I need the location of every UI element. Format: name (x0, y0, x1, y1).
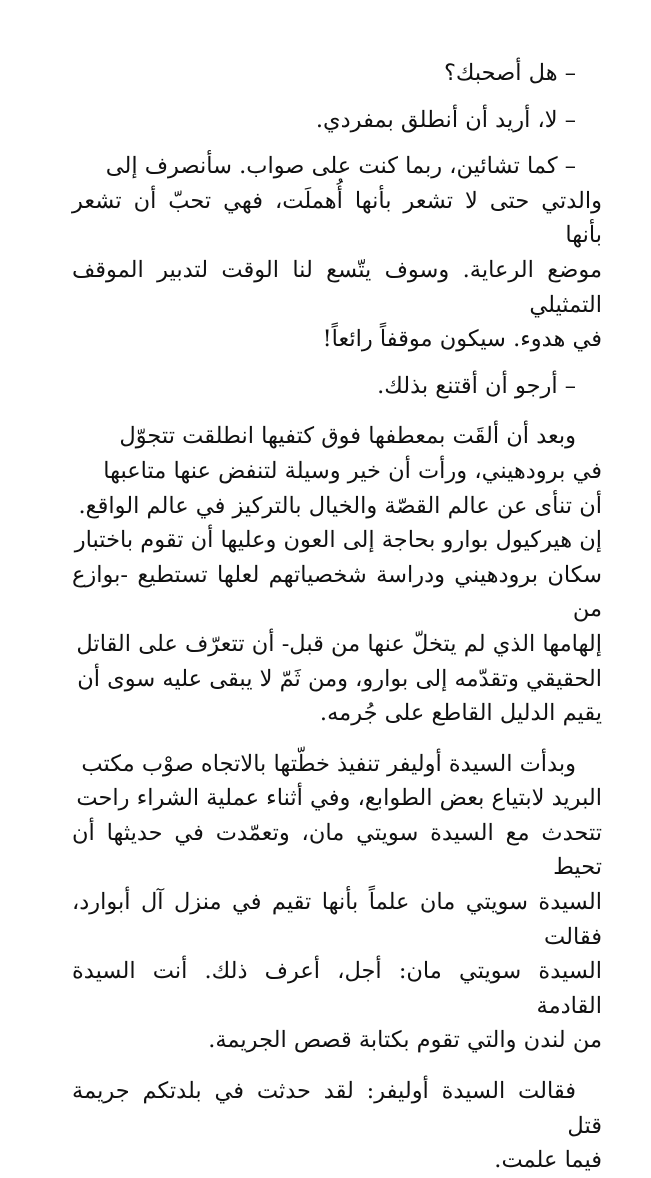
dialogue-line-2: – لا، أريد أن أنطلق بمفردي. (315, 106, 576, 133)
narrative-paragraph-2: وبدأت السيدة أوليفر تنفيذ خطّتها بالاتجاه صوْب مكتب البريد لابتياع بعض الطوابع، وفي أثناء عملية الشراء راحت تتحدث مع السيدة سويتي مان، وتعمّدت في حديثها أن تحيط السيدة سويتي مان علماً بأنها تقيم في منزل آل أبوارد، فقالت السيدة سويتي مان: أجل، أعرف ذلك. أنت السيدة القادمة من لندن والتي تقوم بكتابة قصص الجريمة. (72, 750, 602, 1054)
narrative-paragraph-1: وبعد أن ألقَت بمعطفها فوق كتفيها انطلقت تتجوّل في برودهيني، ورأت أن خير وسيلة لتنفض عنها متاعبها أن تنأى عن عالم القصّة والخيال بالتركيز في عالم الواقع. إن هيركيول بوارو بحاجة إلى العون وعليها أن تقوم باختبار سكان برودهيني ودراسة شخصياتهم لعلها تستطيع -بوازع من إلهامها الذي لم يتخلّ عنها من قبل- أن تتعرّف على القاتل الحقيقي وتقدّمه إلى بوارو، ومن ثَمّ لا يبقى عليه سوى أن يقيم الدليل القاطع على جُرمه. (72, 423, 602, 727)
dialogue-line-4: – أرجو أن أقتنع بذلك. (377, 372, 576, 399)
dialogue-line-1: – هل أصحبك؟ (443, 60, 576, 86)
dialogue-line-3: – كما تشائين، ربما كنت على صواب. سأنصرف إلى والدتي حتى لا تشعر بأنها أُهملَت، فهي تحبّ أن تشعر بأنها موضع الرعاية. وسوف يتّسع لنا الوقت لتدبير الموقف التمثيلي في هدوء. سيكون موقفاً رائعاً! (72, 153, 602, 353)
book-page (72, 56, 602, 1178)
narrative-paragraph-3: فقالت السيدة أوليفر: لقد حدثت في بلدتكم جريمة قتل فيما علمت. (72, 1078, 602, 1174)
